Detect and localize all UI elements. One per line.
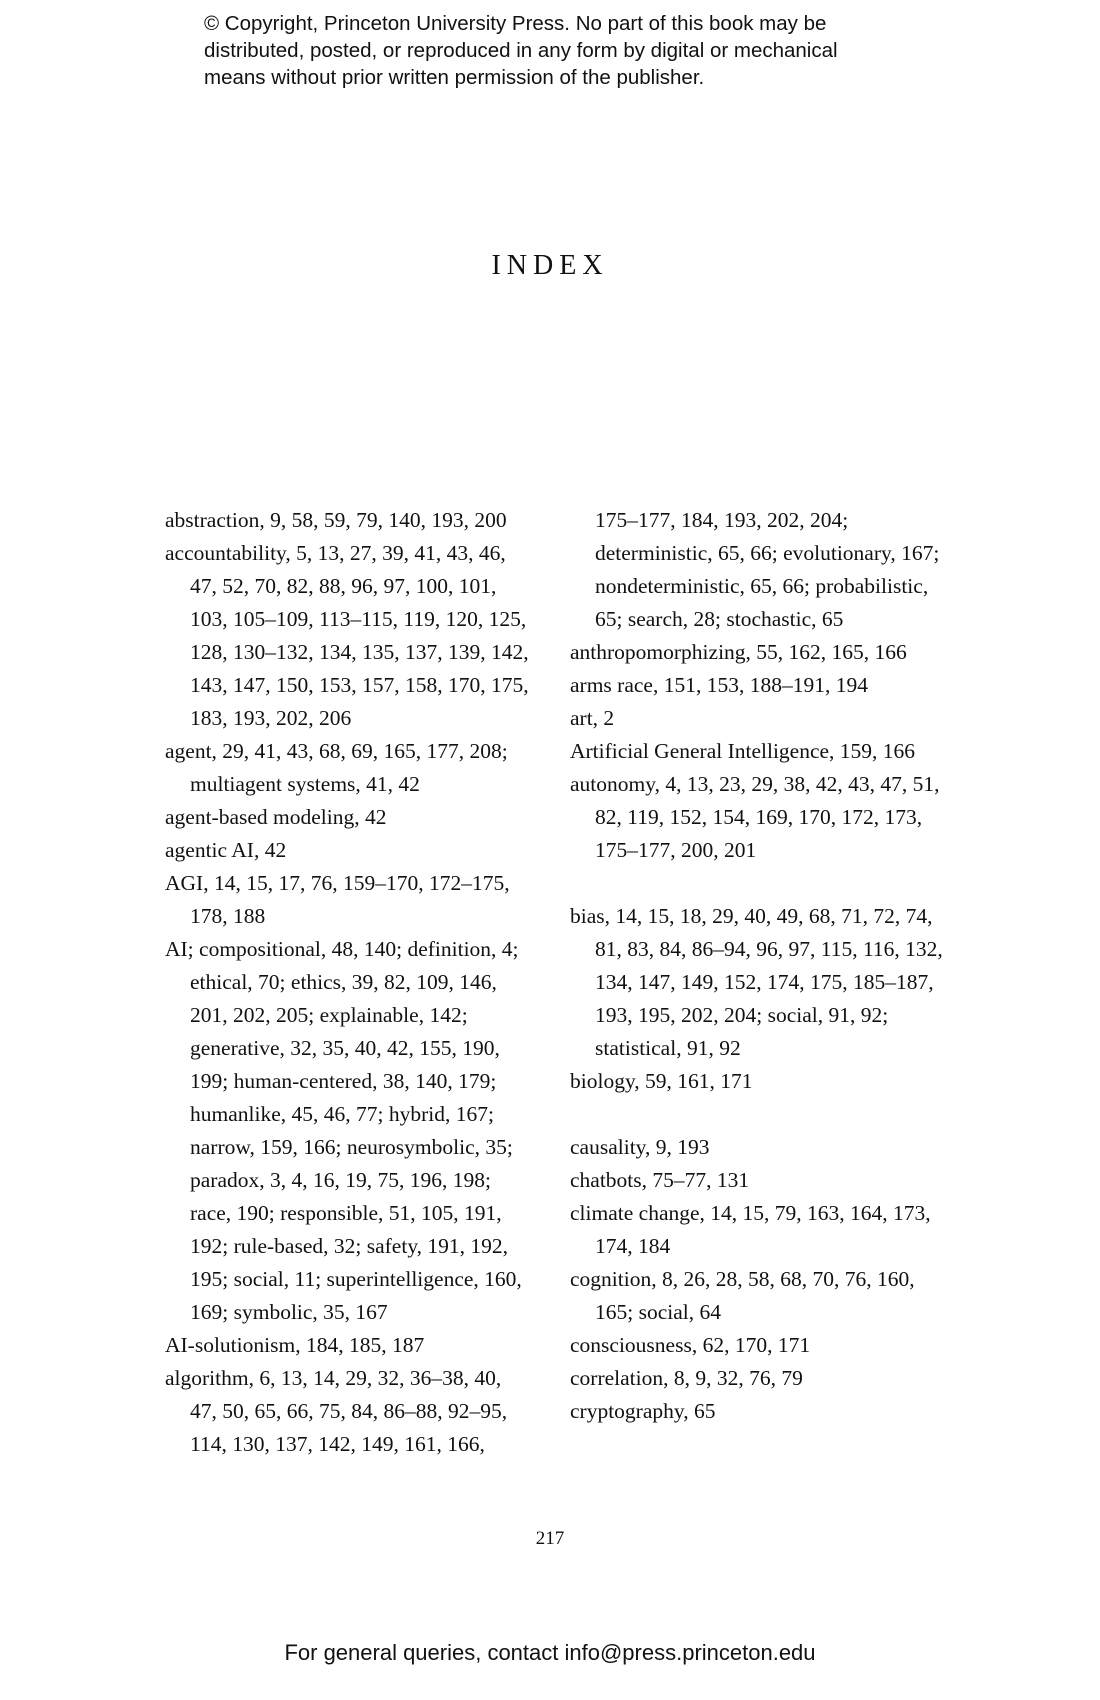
index-entry: agent-based modeling, 42 [165, 805, 387, 829]
copyright-line: distributed, posted, or reproduced in any form by digital or mechanical [204, 39, 838, 62]
page-number: 217 [535, 1528, 565, 1549]
index-entry: autonomy, 4, 13, 23, 29, 38, 42, 43, 47, 51, 82, 119, 152, 154, 169, 170, 172, 173, 175–177, 200, 201 [570, 772, 940, 862]
index-column-left [165, 504, 530, 1461]
index-entry: correlation, 8, 9, 32, 76, 79 [570, 1366, 803, 1390]
copyright-line: means without prior written permission of the publisher. [204, 66, 705, 89]
index-column-right [570, 504, 945, 1428]
index-entry: cognition, 8, 26, 28, 58, 68, 70, 76, 160, 165; social, 64 [570, 1267, 915, 1324]
index-entry: agentic AI, 42 [165, 838, 287, 862]
index-entry: AI-solutionism, 184, 185, 187 [165, 1333, 425, 1357]
index-entry: agent, 29, 41, 43, 68, 69, 165, 177, 208; multiagent systems, 41, 42 [165, 739, 508, 796]
index-entry: causality, 9, 193 [570, 1135, 710, 1159]
index-entry: consciousness, 62, 170, 171 [570, 1333, 811, 1357]
index-entry: AGI, 14, 15, 17, 76, 159–170, 172–175, 178, 188 [165, 871, 510, 928]
copyright-notice [204, 10, 924, 91]
index-entry: Artificial General Intelligence, 159, 166 [570, 739, 916, 763]
copyright-line: © Copyright, Princeton University Press. No part of this book may be [204, 12, 827, 35]
index-entry: cryptography, 65 [570, 1399, 716, 1423]
index-entry: AI; compositional, 48, 140; definition, 4; ethical, 70; ethics, 39, 82, 109, 146, 201, 202, 205; explainable, 142; generative, 32, 35, 40, 42, 155, 190, 199; human-centered, 38, 140, 179; humanlike, 45, 46, 77; hybrid, 167; narrow, 159, 166; neurosymbolic, 35; paradox, 3, 4, 16, 19, 75, 196, 198; race, 190; responsible, 51, 105, 191, 192; rule-based, 32; safety, 191, 192, 195; social, 11; superintelligence, 160, 169; symbolic, 35, 167 [165, 937, 522, 1324]
index-entry: art, 2 [570, 706, 615, 730]
index-entry: arms race, 151, 153, 188–191, 194 [570, 673, 868, 697]
footer-contact: For general queries, contact info@press.princeton.edu [284, 1640, 816, 1665]
index-entry-continuation: 175–177, 184, 193, 202, 204; deterministic, 65, 66; evolutionary, 167; nondeterministic, 65, 66; probabilistic, 65; search, 28; stochastic, 65 [595, 508, 940, 631]
index-entry: abstraction, 9, 58, 59, 79, 140, 193, 200 [165, 508, 507, 532]
index-entry: chatbots, 75–77, 131 [570, 1168, 750, 1192]
letter-group-gap [570, 867, 945, 900]
index-entry: climate change, 14, 15, 79, 163, 164, 173, 174, 184 [570, 1201, 931, 1258]
letter-group-gap [570, 1098, 945, 1131]
index-entry: algorithm, 6, 13, 14, 29, 32, 36–38, 40, 47, 50, 65, 66, 75, 84, 86–88, 92–95, 114, 130, 137, 142, 149, 161, 166, [165, 1366, 508, 1456]
index-entry: anthropomorphizing, 55, 162, 165, 166 [570, 640, 907, 664]
index-entry: bias, 14, 15, 18, 29, 40, 49, 68, 71, 72, 74, 81, 83, 84, 86–94, 96, 97, 115, 116, 132, 134, 147, 149, 152, 174, 175, 185–187, 193, 195, 202, 204; social, 91, 92; statistical, 91, 92 [570, 904, 943, 1060]
index-entry: biology, 59, 161, 171 [570, 1069, 753, 1093]
index-entry: accountability, 5, 13, 27, 39, 41, 43, 46, 47, 52, 70, 82, 88, 96, 97, 100, 101, 103, 105–109, 113–115, 119, 120, 125, 128, 130–132, 134, 135, 137, 139, 142, 143, 147, 150, 153, 157, 158, 170, 175, 183, 193, 202, 206 [165, 541, 529, 730]
page-title: INDEX [491, 250, 609, 281]
